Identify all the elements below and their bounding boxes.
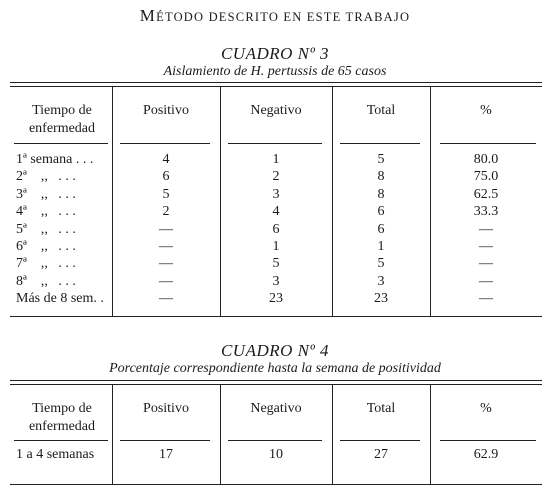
cell-positive: 17 [159, 447, 173, 462]
cell-percent: 80.0 [473, 152, 499, 167]
cell-positive: — [159, 221, 173, 237]
cell-negative: 1 [272, 239, 280, 254]
table4-header-total: Total [366, 401, 396, 416]
table4-header-time [14, 400, 110, 436]
cell-negative: 6 [272, 221, 280, 237]
table4-header-positive: Positivo [143, 401, 189, 416]
table3-header-underline [440, 143, 536, 144]
table3-label: CUADRO Nº 3 [220, 44, 330, 63]
table3 [10, 82, 542, 322]
table4-top-rule-inner [10, 384, 542, 385]
cell-negative: 10 [269, 447, 283, 462]
cell-time: 6ª ,, . . . [16, 239, 76, 254]
section-title [0, 6, 550, 26]
cell-negative: 2 [272, 169, 280, 185]
table4-bottom-rule [10, 484, 542, 485]
table3-header-underline [340, 143, 420, 144]
cell-negative: 5 [272, 256, 280, 272]
cell-negative: 4 [272, 204, 280, 220]
table4-header-negative: Negativo [250, 401, 302, 416]
cell-negative: 3 [272, 186, 280, 202]
table4-header-percent: % [480, 401, 492, 416]
cell-time: Más de 8 sem. . [16, 291, 104, 307]
table3-header-underline [228, 143, 322, 144]
table3-header-total: Total [366, 103, 396, 118]
cell-negative: 23 [269, 291, 283, 307]
cell-negative: 1 [272, 152, 280, 167]
table4-header-underline [440, 440, 536, 441]
cell-positive: 5 [162, 186, 170, 202]
table4-label: CUADRO Nº 4 [220, 341, 330, 360]
table4-header-underline [14, 440, 108, 441]
cell-time: 5ª ,, . . . [16, 221, 76, 237]
cell-time: 3ª ,, . . . [16, 186, 76, 202]
cell-positive: 2 [162, 204, 170, 220]
cell-percent: — [479, 273, 493, 289]
cell-total: 6 [377, 221, 385, 237]
table3-header-positive: Positivo [143, 103, 189, 118]
cell-total: 3 [377, 273, 385, 289]
table3-header-negative: Negativo [250, 103, 302, 118]
table4-header-underline [228, 440, 322, 441]
cell-total: 5 [377, 256, 385, 272]
cell-time: 8ª ,, . . . [16, 273, 76, 289]
cell-positive: — [159, 273, 173, 289]
cell-time: 7ª ,, . . . [16, 256, 76, 272]
cell-total: 8 [377, 186, 385, 202]
cell-percent: — [479, 291, 493, 307]
table4-header-underline [340, 440, 420, 441]
table4-header-time-text: Tiempo de enfermedad [28, 401, 96, 434]
cell-percent: 33.3 [473, 204, 499, 220]
cell-total: 5 [377, 152, 385, 167]
table4-caption: Porcentaje correspondiente hasta la semana de positividad [109, 361, 441, 376]
table4-header-underline [120, 440, 210, 441]
table3-header-underline [14, 143, 108, 144]
cell-percent: — [479, 239, 493, 254]
cell-total: 27 [374, 447, 388, 462]
cell-positive: — [159, 256, 173, 272]
cell-time: 2ª ,, . . . [16, 169, 76, 185]
table3-top-rule-inner [10, 86, 542, 87]
cell-percent: — [479, 256, 493, 272]
table3-caption: Aislamiento de H. pertussis de 65 casos [163, 64, 387, 79]
cell-positive: 6 [162, 169, 170, 185]
cell-percent: — [479, 221, 493, 237]
cell-positive: 4 [162, 152, 170, 167]
cell-positive: — [159, 239, 173, 254]
section-title-initial: M [139, 6, 157, 25]
cell-time: 1ª semana . . . [16, 152, 94, 167]
cell-percent: 75.0 [473, 169, 499, 185]
table4-top-rule [10, 380, 542, 381]
cell-percent: 62.5 [473, 186, 499, 202]
cell-time: 4ª ,, . . . [16, 204, 76, 220]
cell-time: 1 a 4 semanas [16, 447, 95, 462]
cell-percent: 62.9 [473, 447, 499, 462]
table3-bottom-rule [10, 316, 542, 317]
cell-total: 23 [374, 291, 388, 307]
cell-total: 8 [377, 169, 385, 185]
table3-header-percent: % [480, 103, 492, 118]
table3-top-rule [10, 82, 542, 83]
table4 [10, 380, 542, 488]
cell-total: 6 [377, 204, 385, 220]
cell-negative: 3 [272, 273, 280, 289]
table3-header-underline [120, 143, 210, 144]
table3-header-time-text: Tiempo de enfermedad [28, 103, 96, 136]
table3-header-time [14, 102, 110, 138]
cell-total: 1 [377, 239, 385, 254]
section-title-rest: ÉTODO DESCRITO EN ESTE TRABAJO [156, 10, 411, 24]
cell-positive: — [159, 291, 173, 307]
